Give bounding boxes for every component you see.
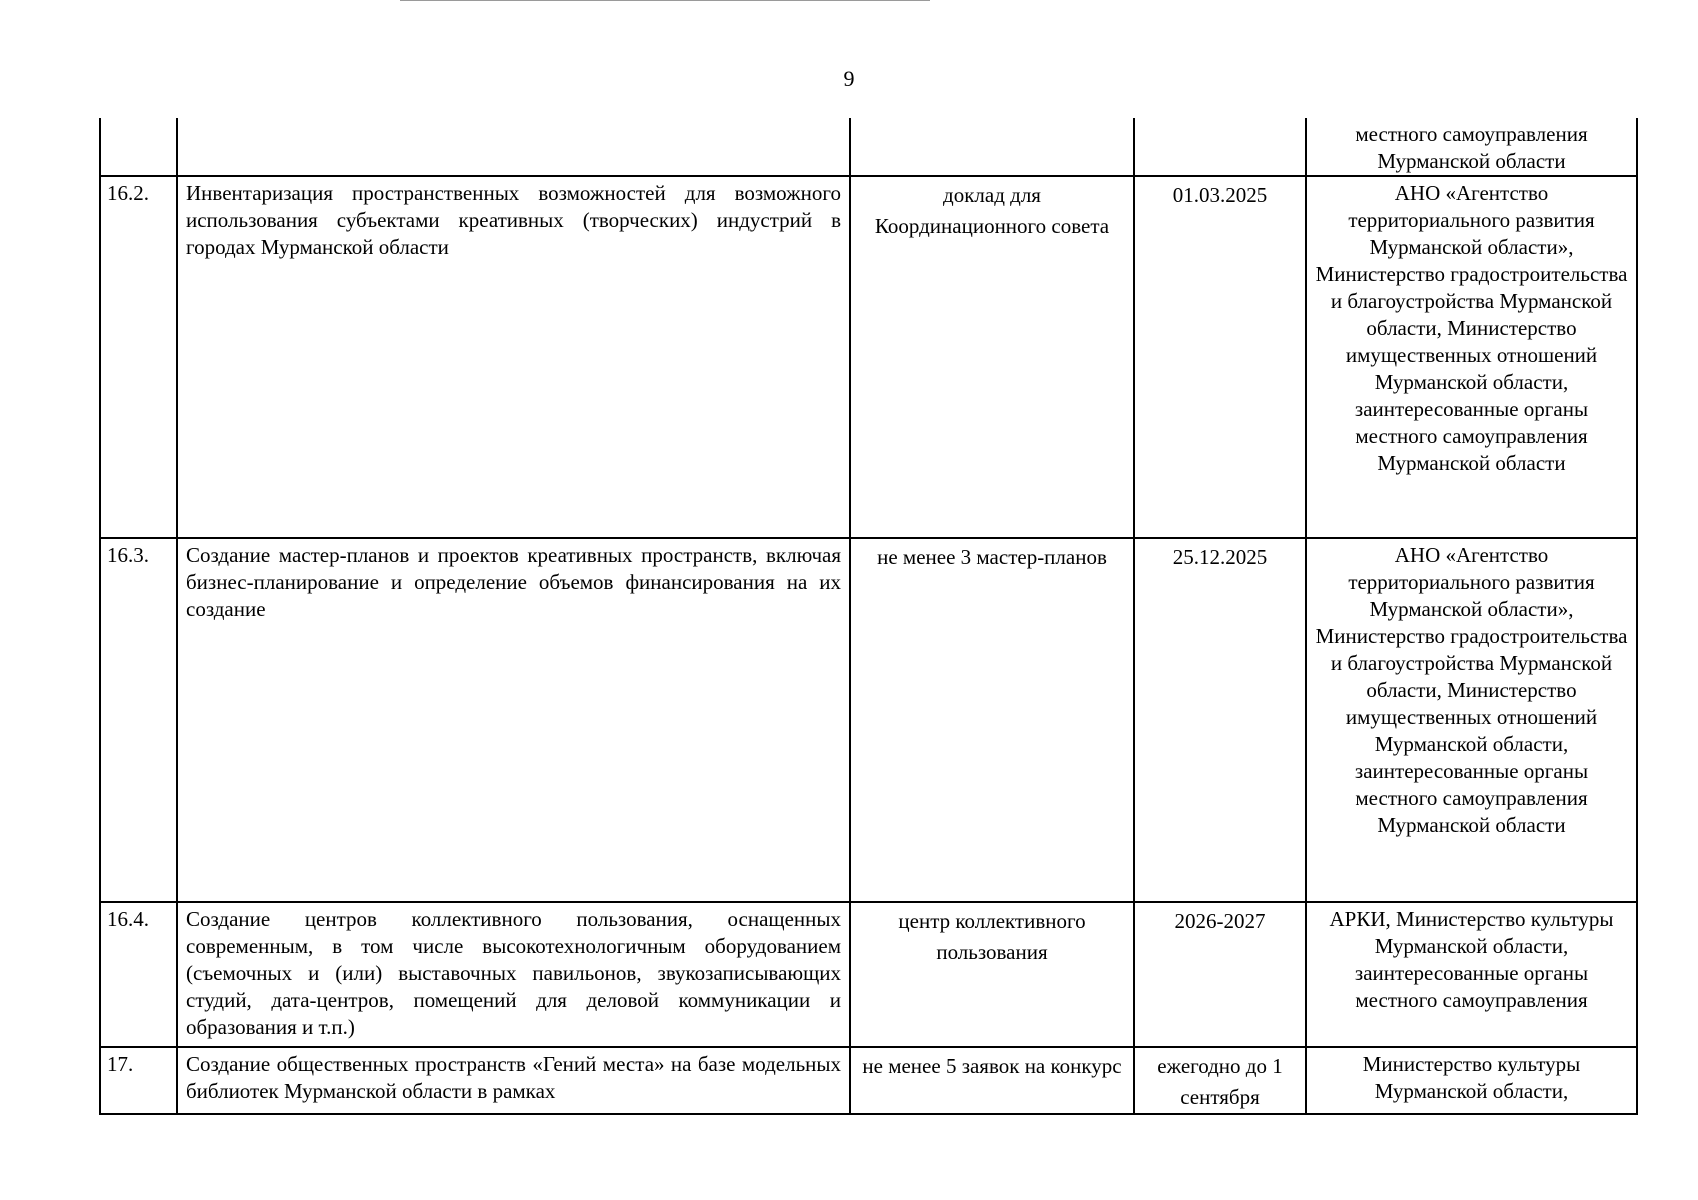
- responsible-cell: АНО «Агентство территориального развития Мурманской области», Министерство градостроительства и благоустройства Мурманской области, Министерство имущественных отношений Мурманской области, заинтересованные органы местного самоуправления Мурманской области: [1306, 176, 1637, 538]
- row-number: 17.: [100, 1047, 177, 1114]
- result-cell: [850, 118, 1134, 176]
- row-number: [100, 118, 177, 176]
- responsible-cell: АРКИ, Министерство культуры Мурманской области, заинтересованные органы местного самоуправления: [1306, 902, 1637, 1047]
- result-cell: не менее 5 заявок на конкурс: [850, 1047, 1134, 1114]
- result-cell: центр коллективного пользования: [850, 902, 1134, 1047]
- row-number: 16.2.: [100, 176, 177, 538]
- table-row: [100, 1047, 1637, 1114]
- deadline-cell: 2026-2027: [1134, 902, 1306, 1047]
- result-cell: доклад для Координационного совета: [850, 176, 1134, 538]
- responsible-cell: АНО «Агентство территориального развития Мурманской области», Министерство градостроительства и благоустройства Мурманской области, Министерство имущественных отношений Мурманской области, заинтересованные органы местного самоуправления Мурманской области: [1306, 538, 1637, 902]
- table-row: [100, 538, 1637, 902]
- deadline-cell: 01.03.2025: [1134, 176, 1306, 538]
- responsible-cell: местного самоуправления Мурманской области: [1306, 118, 1637, 176]
- deadline-cell: 25.12.2025: [1134, 538, 1306, 902]
- activity-name: Инвентаризация пространственных возможностей для возможного использования субъектами креативных (творческих) индустрий в городах Мурманской области: [177, 176, 850, 538]
- row-number: 16.3.: [100, 538, 177, 902]
- activity-name: Создание центров коллективного пользования, оснащенных современным, в том числе высокотехнологичным оборудованием (съемочных и (или) выставочных павильонов, звукозаписывающих студий, дата-центров, помещений для деловой коммуникации и образования и т.п.): [177, 902, 850, 1047]
- activity-name: Создание общественных пространств «Гений места» на базе модельных библиотек Мурманской области в рамках: [177, 1047, 850, 1114]
- result-cell: не менее 3 мастер-планов: [850, 538, 1134, 902]
- activity-name: [177, 118, 850, 176]
- table-row-continued: [100, 118, 1637, 176]
- page-number: 9: [843, 66, 855, 91]
- scan-artifact-line: [400, 0, 930, 1]
- table-row: [100, 176, 1637, 538]
- activity-name: Создание мастер-планов и проектов креативных пространств, включая бизнес-планирование и определение объемов финансирования на их создание: [177, 538, 850, 902]
- plan-table: [99, 118, 1638, 1115]
- row-number: 16.4.: [100, 902, 177, 1047]
- deadline-cell: ежегодно до 1 сентября: [1134, 1047, 1306, 1114]
- responsible-cell: Министерство культуры Мурманской области,: [1306, 1047, 1637, 1114]
- table-row: [100, 902, 1637, 1047]
- deadline-cell: [1134, 118, 1306, 176]
